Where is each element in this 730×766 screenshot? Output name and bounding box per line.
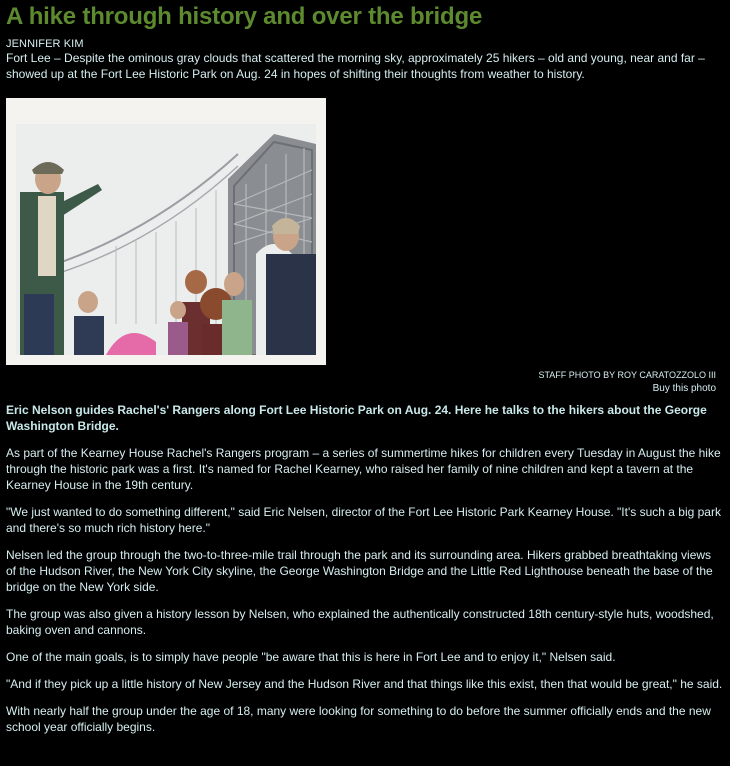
headline: A hike through history and over the bridge: [6, 3, 483, 30]
photo-credit-text: STAFF PHOTO BY ROY CARATOZZOLO III: [538, 370, 716, 380]
body-paragraph: With nearly half the group under the age of 18, many were looking for something to do before the summer officially ends and the new school year officially begins.: [6, 704, 711, 734]
photo-illustration: [16, 124, 316, 355]
byline: JENNIFER KIM: [6, 38, 84, 50]
article-photo[interactable]: [16, 124, 316, 355]
body-paragraph: Nelsen led the group through the two-to-three-mile trail through the park and its surrounding area. Hikers grabbed breathtaking views of the Hudson River, the New York City skyline, the George Washington Bridge and the Little Red Lighthouse beneath the base of the bridge on the New York side.: [6, 548, 713, 594]
intro-paragraph: Fort Lee – Despite the ominous gray clouds that scattered the morning sky, approximately 25 hikers – old and young, near and far – showed up at the Fort Lee Historic Park on Aug. 24 in hopes of shifting their thoughts from weather to history.: [6, 51, 705, 81]
body-paragraph: The group was also given a history lesson by Nelsen, who explained the authentically constructed 18th century-style huts, woodshed, baking oven and cannons.: [6, 607, 714, 637]
photo-frame: [6, 98, 326, 365]
photo-credit: [6, 368, 724, 396]
body-paragraph: As part of the Kearney House Rachel's Rangers program – a series of summertime hikes for children every Tuesday in August the hike through the historic park was a first. It's named for Rachel Kearney, who raised her family of nine children and kept a tavern at the Kearney House in the 19th century.: [6, 446, 721, 492]
body-paragraph: One of the main goals, is to simply have people "be aware that this is here in Fort Lee and to enjoy it," Nelsen said.: [6, 650, 616, 664]
body-paragraph: "We just wanted to do something different," said Eric Nelsen, director of the Fort Lee Historic Park Kearney House. "It's such a big park and there's so much rich history here.": [6, 505, 721, 535]
buy-photo-link[interactable]: Buy this photo: [652, 383, 716, 394]
body-paragraph: "And if they pick up a little history of New Jersey and the Hudson River and that things like this exist, then that would be great," he said.: [6, 677, 723, 691]
photo-caption: Eric Nelson guides Rachel's' Rangers along Fort Lee Historic Park on Aug. 24. Here he talks to the hikers about the George Washington Bridge.: [6, 403, 707, 433]
